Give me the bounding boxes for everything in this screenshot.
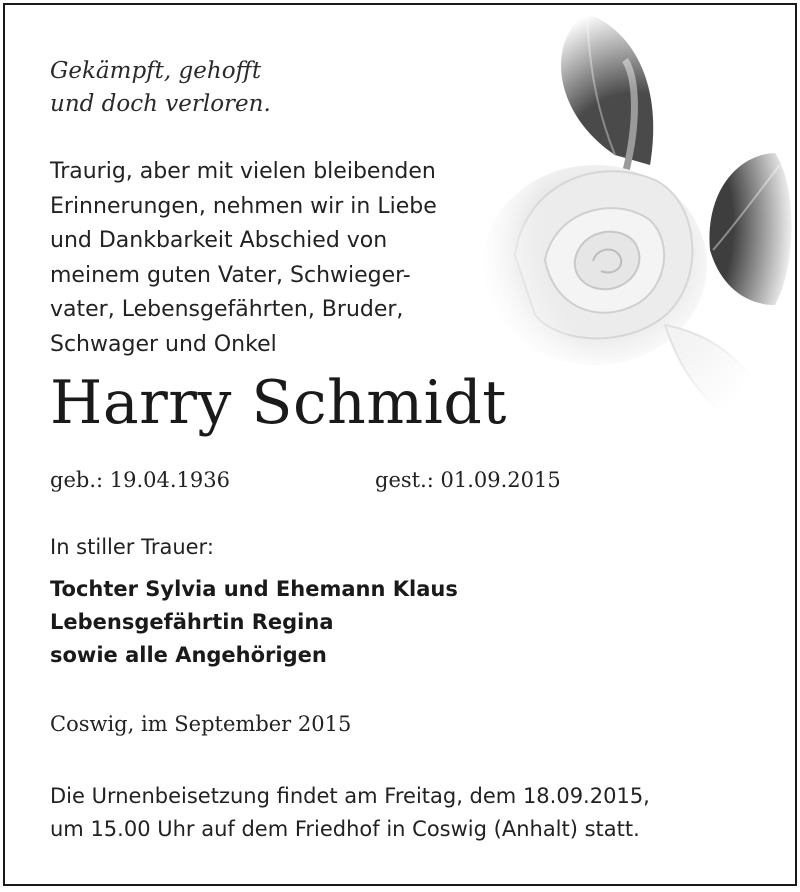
death-date: gest.: 01.09.2015	[375, 468, 561, 492]
intro-line: Traurig, aber mit vielen bleibenden	[50, 159, 436, 184]
deceased-name: Harry Schmidt	[50, 368, 507, 438]
mourners-list	[50, 573, 458, 672]
mourner-line: Lebensgefährtin Regina	[50, 610, 334, 634]
mourner-line: sowie alle Angehörigen	[50, 643, 327, 667]
intro-line: meinem guten Vater, Schwieger-	[50, 262, 411, 288]
birth-date: geb.: 19.04.1936	[50, 468, 230, 492]
intro-line: Erinnerungen, nehmen wir in Liebe	[50, 193, 437, 219]
intro-line: Schwager und Onkel	[50, 331, 277, 357]
intro-line: und Dankbarkeit Abschied von	[50, 228, 388, 254]
mourning-label: In stiller Trauer:	[50, 535, 214, 559]
obituary-notice	[3, 3, 797, 886]
burial-line: um 15.00 Uhr auf dem Friedhof in Coswig (Anhalt) statt.	[50, 817, 640, 841]
mourner-line: Tochter Sylvia und Ehemann Klaus	[50, 577, 458, 601]
motto-line: und doch verloren.	[50, 91, 271, 117]
intro-line: vater, Lebensgefährten, Bruder,	[50, 297, 404, 323]
motto-line: Gekämpft, gehofft	[50, 58, 262, 84]
place-date: Coswig, im September 2015	[50, 712, 352, 736]
intro-text	[50, 155, 490, 363]
rose-icon	[475, 5, 797, 445]
burial-line: Die Urnenbeisetzung findet am Freitag, dem 18.09.2015,	[50, 784, 650, 808]
motto	[50, 55, 271, 121]
burial-info	[50, 780, 650, 846]
